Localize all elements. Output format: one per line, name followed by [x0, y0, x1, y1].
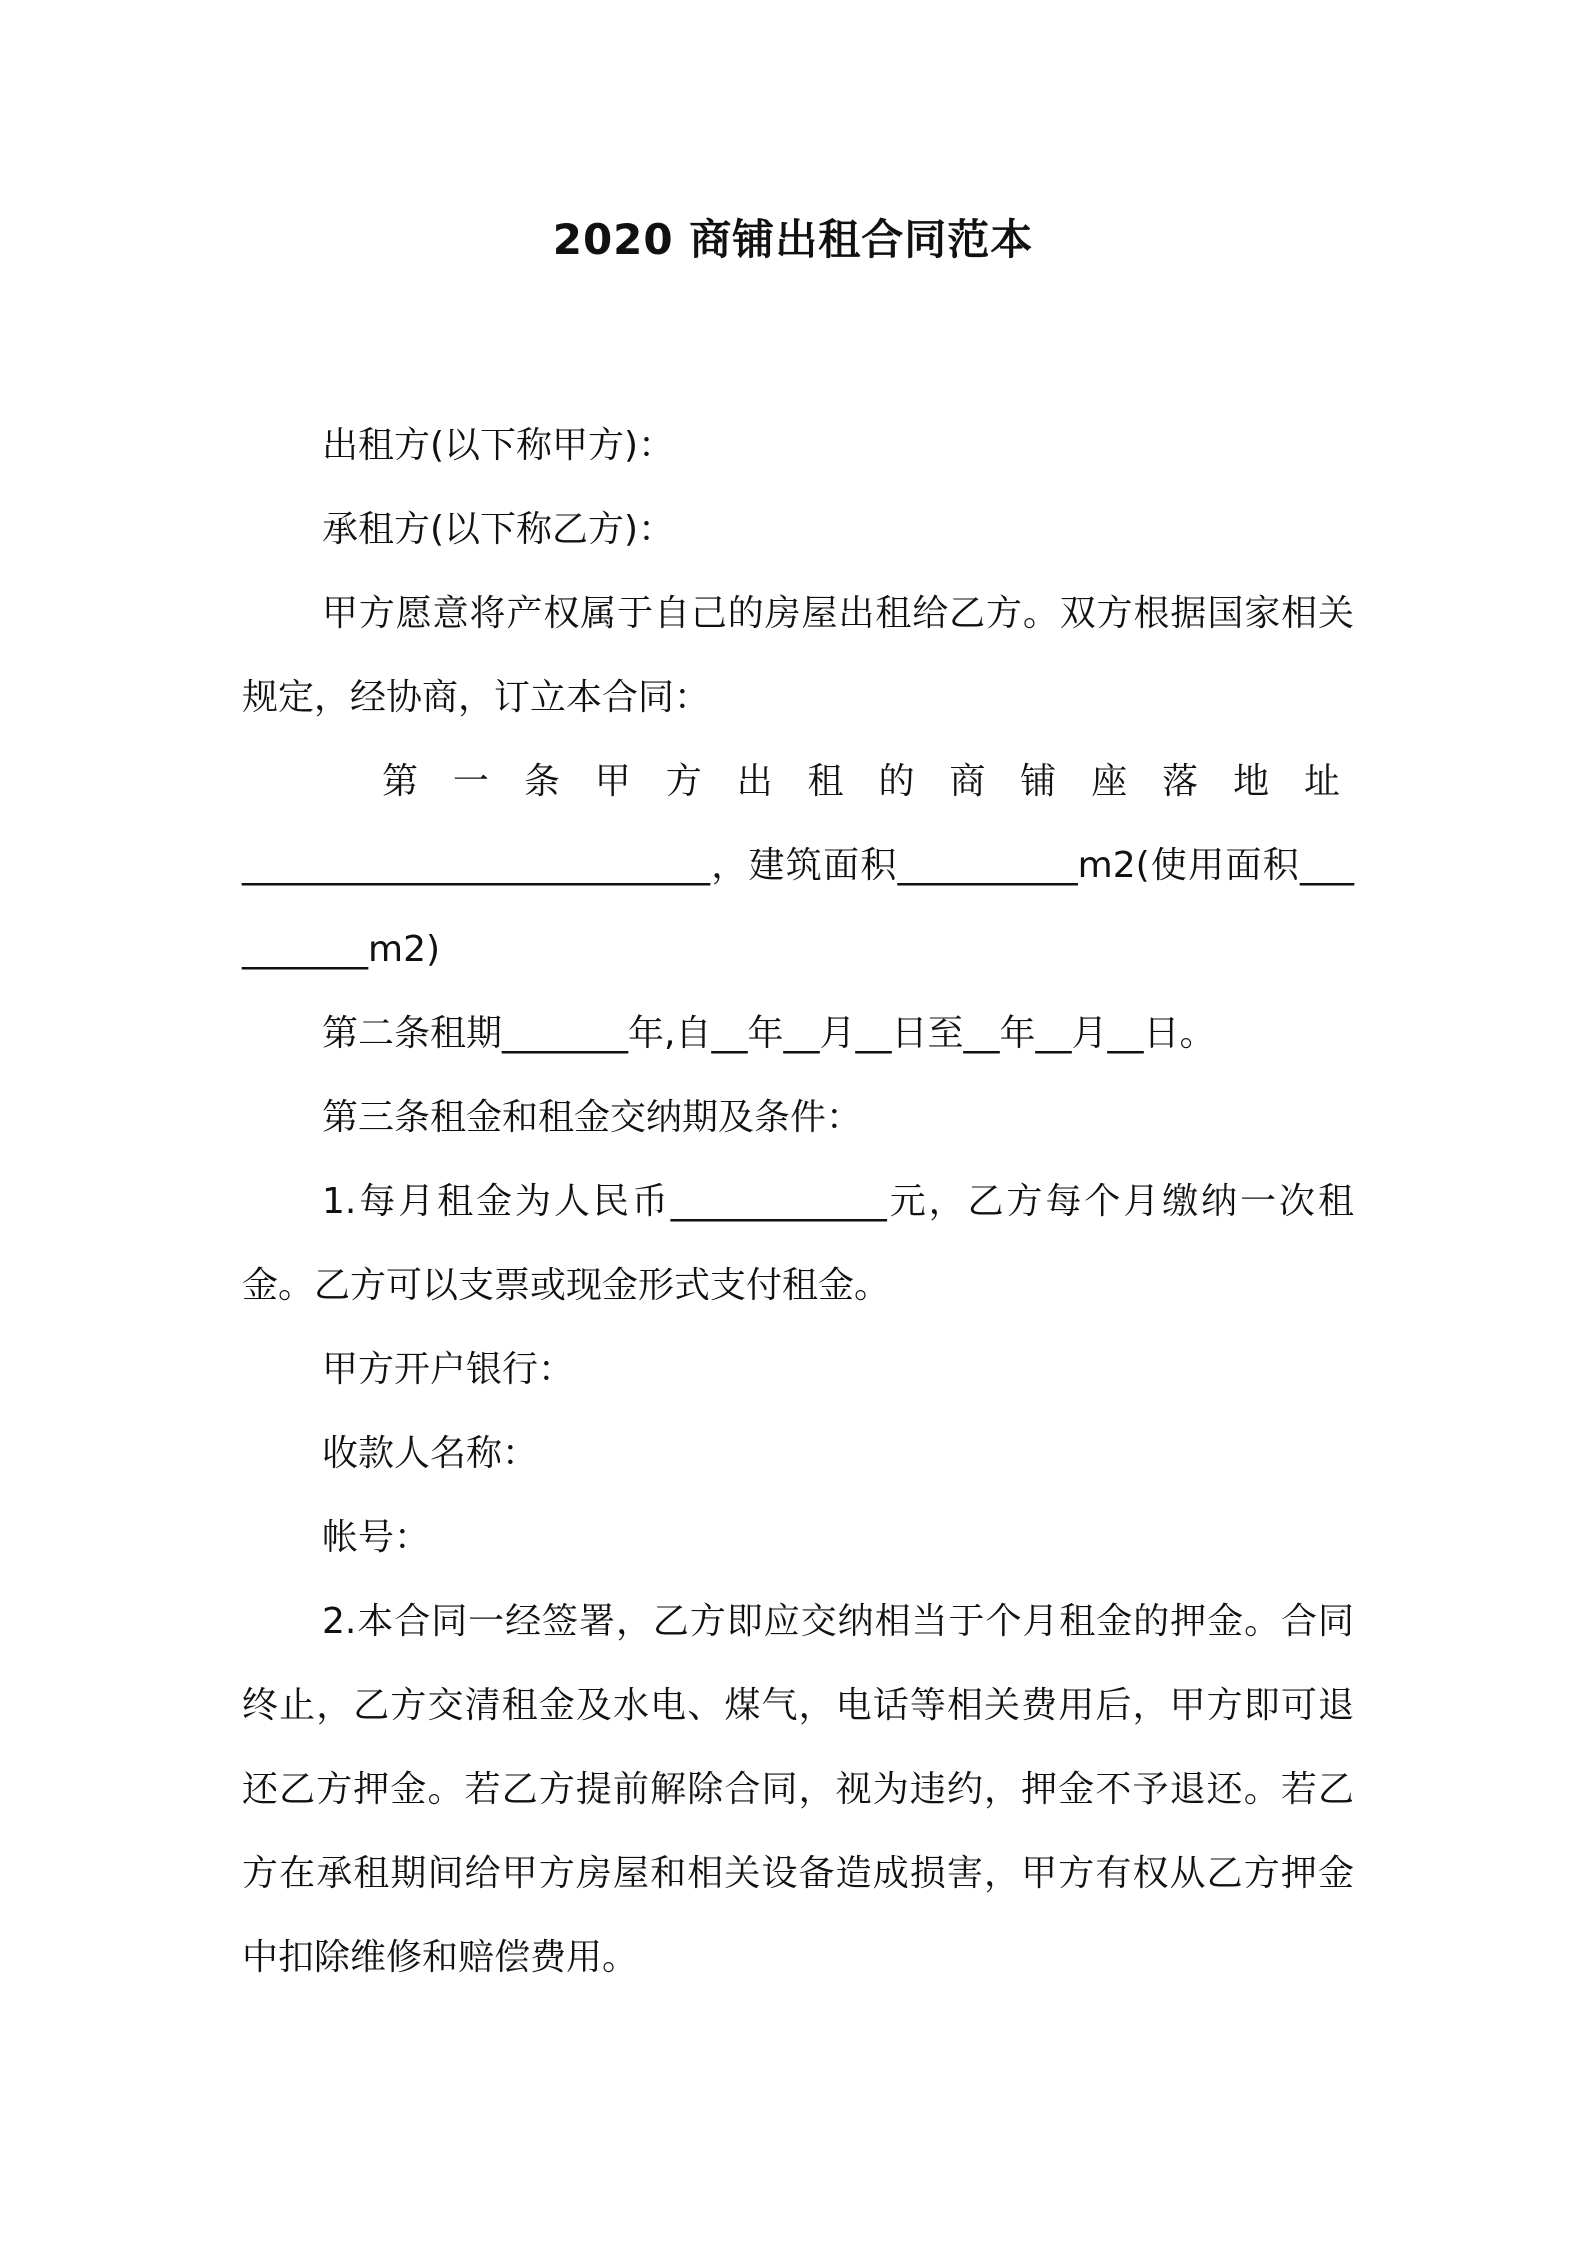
article-1-heading: 第一条甲方出租的商铺座落地址 — [382, 761, 1354, 802]
bank-line: 甲方开户银行： — [322, 1349, 575, 1390]
article-3-item-1: 1.每月租金为人民币____________元，乙方每个月缴纳一次租金。乙方可以支票或现金形式支付租金。 — [242, 1181, 1354, 1306]
article-1-body: __________________________，建筑面积__________m2(使用面积__________m2) — [242, 845, 1354, 970]
lessor-line: 出租方(以下称甲方)： — [322, 425, 675, 466]
document-title: 2020 商铺出租合同范本 — [552, 215, 1034, 264]
account-line: 帐号： — [322, 1517, 431, 1558]
payee-line: 收款人名称： — [322, 1433, 539, 1474]
document-body — [242, 404, 1354, 2000]
article-2: 第二条租期_______年,自__年__月__日至__年__月__日。 — [322, 1013, 1216, 1054]
intro-paragraph: 甲方愿意将产权属于自己的房屋出租给乙方。双方根据国家相关规定，经协商，订立本合同： — [242, 593, 1354, 718]
lessee-line: 承租方(以下称乙方)： — [322, 509, 675, 550]
article-3-heading: 第三条租金和租金交纳期及条件： — [322, 1097, 863, 1138]
article-3-item-2: 2.本合同一经签署，乙方即应交纳相当于个月租金的押金。合同终止，乙方交清租金及水电、煤气，电话等相关费用后，甲方即可退还乙方押金。若乙方提前解除合同，视为违约，押金不予退还。若乙方在承租期间给甲方房屋和相关设备造成损害，甲方有权从乙方押金中扣除维修和赔偿费用。 — [242, 1601, 1354, 1978]
